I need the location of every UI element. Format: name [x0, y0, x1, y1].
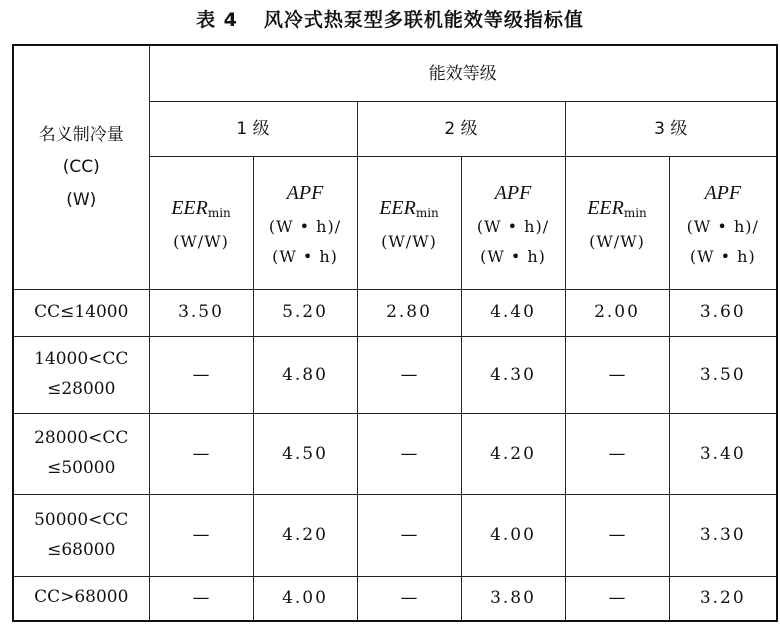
value-cell: — — [357, 413, 461, 494]
capacity-range-label — [13, 495, 149, 576]
apf-unit-line-2: (W • h) — [272, 247, 338, 267]
value-cell: 4.00 — [461, 495, 565, 576]
rowhead-line-2: (CC) — [62, 157, 100, 178]
value-cell: 3.50 — [149, 289, 253, 336]
eer-unit: (W/W) — [381, 231, 437, 251]
grade-3-header: 3 级 — [565, 102, 777, 157]
value-cell: 3.30 — [669, 495, 777, 576]
eer-subscript: min — [623, 205, 647, 220]
apf-header-1 — [253, 157, 357, 289]
eer-header-3 — [565, 157, 669, 289]
value-cell: 2.00 — [565, 289, 669, 336]
apf-label: APF — [286, 181, 324, 204]
apf-unit-line-1: (W • h)/ — [686, 216, 759, 236]
value-cell: 2.80 — [357, 289, 461, 336]
capacity-range-line-1: 28000<CC — [34, 428, 129, 449]
apf-unit-line-1: (W • h)/ — [268, 216, 342, 236]
table-row — [13, 576, 777, 621]
capacity-range-line-1: CC≤14000 — [34, 301, 129, 322]
value-cell: — — [149, 413, 253, 494]
eer-label: EER — [587, 196, 624, 219]
apf-header-2 — [461, 157, 565, 289]
value-cell: 4.80 — [253, 336, 357, 413]
rowhead-line-3: (W) — [66, 189, 97, 210]
value-cell: 3.50 — [669, 336, 777, 413]
grade-2-header: 2 级 — [357, 102, 565, 157]
value-cell: — — [565, 495, 669, 576]
value-cell: 3.20 — [669, 576, 777, 621]
grade-group-header: 能效等级 — [149, 45, 777, 102]
value-cell: 4.20 — [253, 495, 357, 576]
capacity-range-line-2: ≤68000 — [47, 539, 116, 560]
eer-label: EER — [379, 196, 416, 219]
eer-header-2 — [357, 157, 461, 289]
apf-label: APF — [704, 181, 742, 204]
capacity-range-label — [13, 413, 149, 494]
capacity-range-line-1: 14000<CC — [34, 348, 129, 369]
value-cell: — — [149, 495, 253, 576]
value-cell: 4.40 — [461, 289, 565, 336]
table-row — [13, 336, 777, 413]
apf-unit-line-1: (W • h)/ — [476, 216, 550, 236]
value-cell: 5.20 — [253, 289, 357, 336]
value-cell: — — [357, 495, 461, 576]
eer-unit: (W/W) — [173, 231, 229, 251]
table-title: 风冷式热泵型多联机能效等级指标值 — [263, 9, 584, 31]
capacity-range-label — [13, 289, 149, 336]
value-cell: — — [149, 576, 253, 621]
capacity-range-line-1: CC>68000 — [34, 587, 129, 608]
value-cell: 4.20 — [461, 413, 565, 494]
value-cell: — — [357, 336, 461, 413]
value-cell: — — [149, 336, 253, 413]
apf-unit-line-2: (W • h) — [480, 247, 546, 267]
apf-label: APF — [494, 181, 532, 204]
capacity-range-line-2: ≤50000 — [47, 458, 116, 479]
value-cell: 4.00 — [253, 576, 357, 621]
eer-header-1 — [149, 157, 253, 289]
eer-subscript: min — [415, 205, 439, 220]
value-cell: — — [565, 576, 669, 621]
table-number: 表 4 — [196, 9, 238, 31]
eer-subscript: min — [207, 205, 231, 220]
capacity-range-label — [13, 576, 149, 621]
apf-unit-line-2: (W • h) — [689, 247, 756, 267]
table-row — [13, 495, 777, 576]
value-cell: 4.50 — [253, 413, 357, 494]
table-caption — [0, 2, 780, 38]
capacity-range-line-1: 50000<CC — [34, 509, 129, 530]
grade-1-header: 1 级 — [149, 102, 357, 157]
table-row — [13, 289, 777, 336]
value-cell: — — [565, 413, 669, 494]
rowhead-line-1: 名义制冷量 — [38, 124, 124, 145]
eer-unit: (W/W) — [589, 231, 645, 251]
efficiency-grade-table — [12, 44, 778, 622]
value-cell: — — [565, 336, 669, 413]
table-row — [13, 413, 777, 494]
eer-label: EER — [171, 196, 208, 219]
value-cell: 3.60 — [669, 289, 777, 336]
value-cell: — — [357, 576, 461, 621]
value-cell: 3.80 — [461, 576, 565, 621]
capacity-range-label — [13, 336, 149, 413]
apf-header-3 — [669, 157, 777, 289]
value-cell: 3.40 — [669, 413, 777, 494]
rated-cooling-capacity-header — [13, 45, 149, 289]
capacity-range-line-2: ≤28000 — [47, 378, 116, 399]
value-cell: 4.30 — [461, 336, 565, 413]
